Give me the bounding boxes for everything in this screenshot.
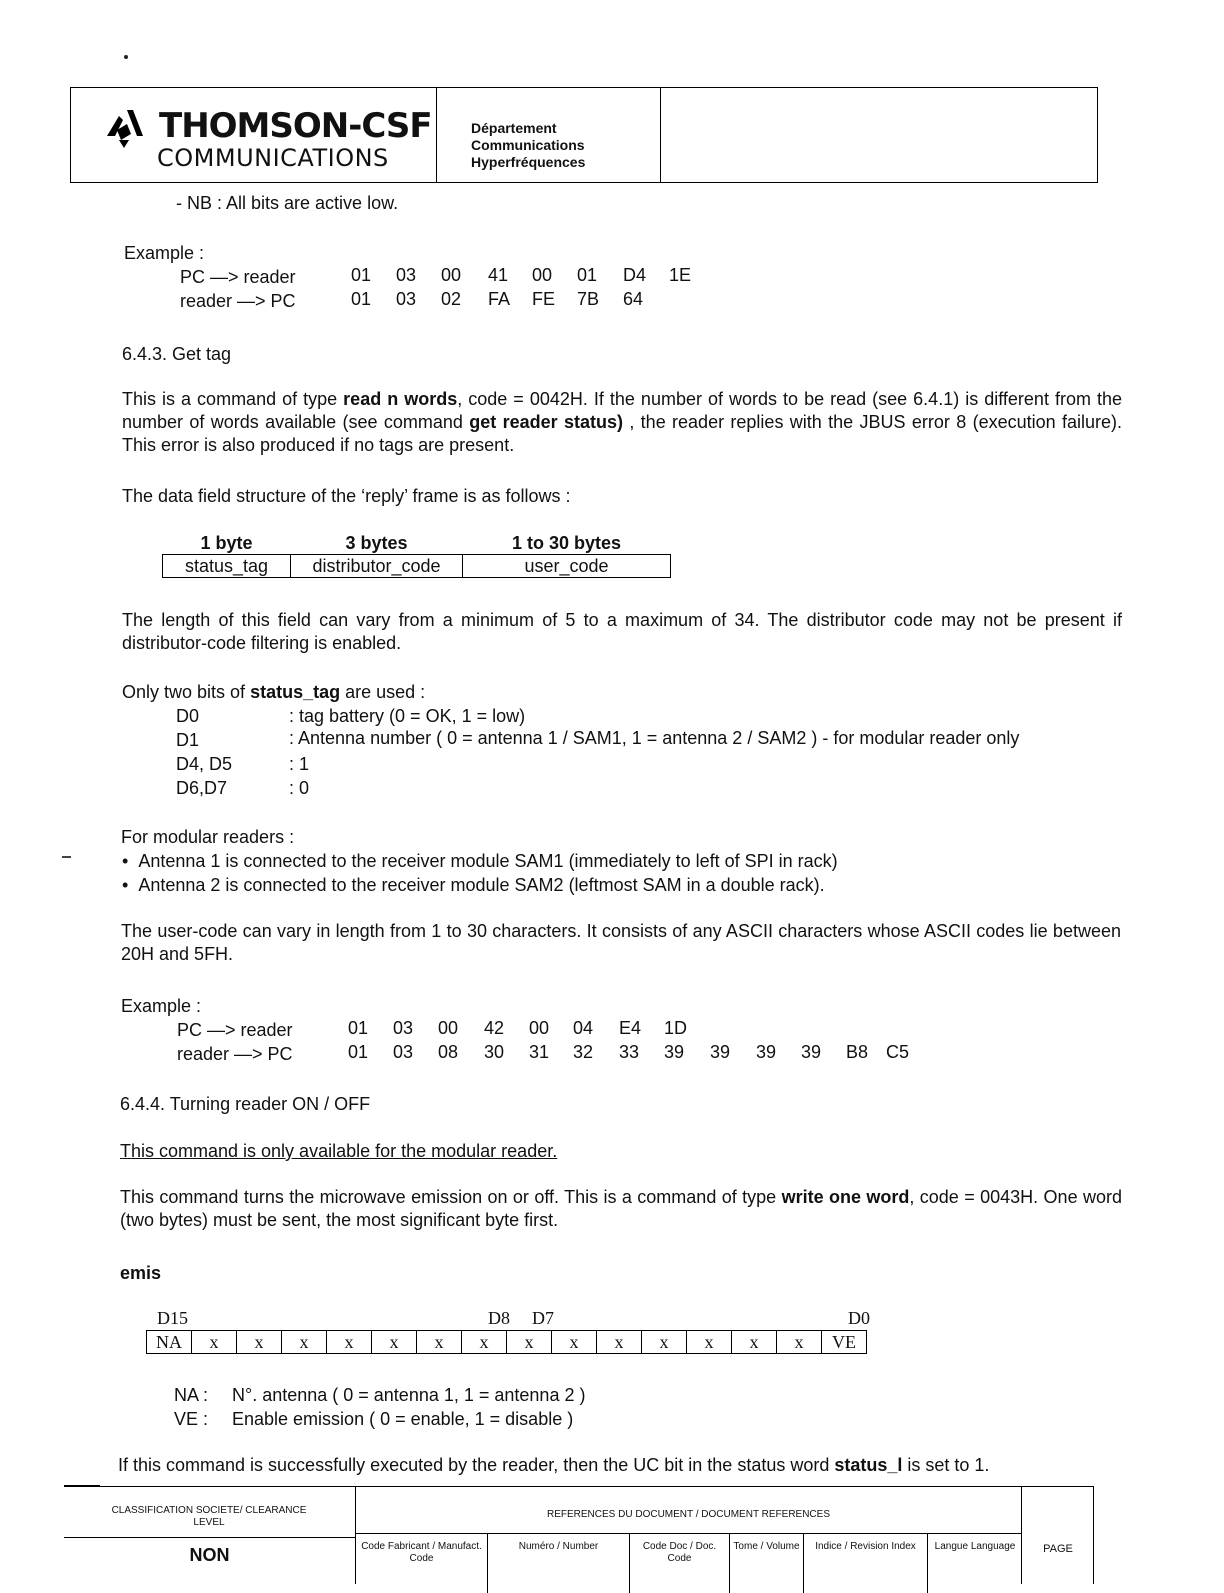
example-label: Example :: [124, 243, 205, 263]
example-direction: reader —> PC: [180, 291, 296, 311]
hex-byte: 42: [484, 1018, 505, 1038]
hex-byte: 01: [351, 265, 372, 285]
hex-byte: 39: [801, 1042, 822, 1062]
hex-byte: E4: [619, 1018, 642, 1038]
hex-byte: 39: [756, 1042, 777, 1062]
stray-dot: [124, 55, 128, 59]
hex-byte: C5: [886, 1042, 910, 1062]
bit-cell: x: [597, 1331, 642, 1354]
legend-description: Enable emission ( 0 = enable, 1 = disable ): [232, 1409, 574, 1429]
column-header: Code Fabricant / Manufact. Code: [356, 1533, 488, 1593]
hex-byte: 00: [532, 265, 553, 285]
hex-byte: 03: [396, 265, 417, 285]
example-direction: PC —> reader: [177, 1020, 293, 1040]
bit-description: : tag battery (0 = OK, 1 = low): [289, 706, 526, 726]
bit-cell: x: [282, 1331, 327, 1354]
modular-only-note: This command is only available for the modular reader.: [120, 1141, 558, 1161]
bullet-icon: •: [122, 875, 139, 895]
company-logo: [71, 88, 437, 182]
classification-value: NON: [189, 1545, 230, 1565]
bit-name: D4, D5: [176, 754, 233, 774]
hex-byte: 64: [623, 289, 644, 309]
bit-label-d8: D8: [488, 1308, 510, 1328]
hex-byte: 01: [577, 265, 598, 285]
document-footer: [64, 1486, 1094, 1584]
nb-note: - NB : All bits are active low.: [176, 193, 399, 213]
on-off-description: [120, 1186, 1122, 1232]
section-heading-6-4-3: 6.4.3. Get tag: [122, 344, 232, 364]
emis-bit-table: [146, 1330, 867, 1354]
bit-name: D1: [176, 730, 200, 750]
bit-cell: x: [237, 1331, 282, 1354]
column-header: Code Doc / Doc. Code: [630, 1533, 730, 1593]
bit-label-d15: D15: [157, 1308, 188, 1328]
hex-bytes-row: [348, 1017, 704, 1040]
section-heading-6-4-4: 6.4.4. Turning reader ON / OFF: [120, 1094, 371, 1114]
hex-byte: FA: [488, 289, 511, 309]
hex-byte: 1D: [664, 1018, 688, 1038]
margin-mark: [62, 856, 71, 858]
list-item: [122, 850, 838, 873]
command-type: read n words: [343, 389, 458, 409]
hex-bytes-row: [351, 264, 709, 287]
bit-description: : Antenna number ( 0 = antenna 1 / SAM1, 1 = antenna 2 / SAM2 ) - for modular reader only: [289, 728, 1020, 748]
hex-byte: 00: [529, 1018, 550, 1038]
bit-description: : 0: [289, 778, 310, 798]
company-division: COMMUNICATIONS: [157, 144, 389, 172]
list-item-text: Antenna 1 is connected to the receiver module SAM1 (immediately to left of SPI in rack): [138, 851, 838, 871]
bit-label-d7: D7: [532, 1308, 554, 1328]
bit-cell: NA: [147, 1331, 192, 1354]
hex-byte: 01: [348, 1042, 369, 1062]
example-direction: reader —> PC: [177, 1044, 293, 1064]
reply-frame-intro: The data field structure of the ‘reply’ frame is as follows :: [122, 486, 571, 506]
bit-name: D6,D7: [176, 778, 228, 798]
command-type: write one word: [781, 1187, 910, 1207]
department-line: Hyperfréquences: [471, 154, 586, 170]
text-run: This command turns the microwave emission on or off. This is a command of type: [120, 1187, 782, 1207]
hex-byte: D4: [623, 265, 647, 285]
hex-byte: 02: [441, 289, 462, 309]
bit-cell: VE: [822, 1331, 867, 1354]
field-length-note: The length of this field can vary from a minimum of 5 to a maximum of 34. The distributor code may not be present if distributor-code filtering is enabled.: [122, 610, 1122, 653]
text-run: , code = 0042H. If the number of words to be read (see 6.4.1) is different from the number of words available (see command: [122, 389, 1122, 432]
page-cell: [1022, 1487, 1094, 1584]
hex-byte: 39: [710, 1042, 731, 1062]
bullet-icon: •: [122, 851, 139, 871]
hex-byte: 7B: [577, 289, 600, 309]
text-run: , code = 0043H. One word (two bytes) must be sent, the most significant byte first.: [120, 1187, 1122, 1230]
hex-byte: 08: [438, 1042, 459, 1062]
hex-byte: 00: [441, 265, 462, 285]
status-tag-intro: [122, 681, 425, 704]
column-header: Tome / Volume: [730, 1533, 804, 1593]
text-run: are used :: [340, 682, 426, 702]
bit-cell: x: [552, 1331, 597, 1354]
bit-label-d0: D0: [848, 1308, 870, 1328]
references-label: REFERENCES DU DOCUMENT / DOCUMENT REFERENCES: [547, 1509, 830, 1520]
department-line: Département: [471, 120, 557, 136]
bit-cell: x: [192, 1331, 237, 1354]
legend-code: NA :: [174, 1385, 209, 1405]
user-code-note: The user-code can vary in length from 1 to 30 characters. It consists of any ASCII characters whose ASCII codes lie between 20H and 5FH.: [121, 921, 1121, 964]
field-name: status_tag: [163, 555, 291, 578]
hex-byte: FE: [532, 289, 556, 309]
bit-cell: x: [417, 1331, 462, 1354]
document-header: [70, 87, 1098, 183]
hex-byte: 03: [396, 289, 417, 309]
command-name: get reader status): [469, 412, 623, 432]
legend-description: N°. antenna ( 0 = antenna 1, 1 = antenna 2 ): [232, 1385, 586, 1405]
references-cell: [356, 1487, 1022, 1584]
hex-byte: 1E: [669, 265, 692, 285]
status-word-name: status_l: [834, 1455, 903, 1475]
hex-byte: B8: [846, 1042, 869, 1062]
thomson-logo-icon: [103, 106, 149, 148]
bit-cell: x: [462, 1331, 507, 1354]
reply-frame-table: [162, 532, 671, 578]
bit-cell: x: [372, 1331, 417, 1354]
field-size: 1 byte: [200, 532, 253, 553]
text-run: , the reader replies with the JBUS error 8 (execution failure). This error is also produced if no tags are present.: [122, 412, 1122, 455]
bit-cell: x: [327, 1331, 372, 1354]
hex-byte: 03: [393, 1042, 414, 1062]
word-name: emis: [120, 1263, 162, 1283]
legend-code: VE :: [174, 1409, 209, 1429]
text-run: This is a command of type: [122, 389, 344, 409]
field-size: 1 to 30 bytes: [511, 532, 622, 553]
hex-bytes-row: [351, 288, 669, 311]
department-cell: [437, 88, 661, 182]
text-run: Only two bits of: [122, 682, 251, 702]
page-label: PAGE: [1043, 1543, 1073, 1555]
hex-byte: 31: [529, 1042, 550, 1062]
hex-byte: 00: [438, 1018, 459, 1038]
field-name: status_tag: [250, 682, 341, 702]
bit-cell: x: [732, 1331, 777, 1354]
company-name: THOMSON-CSF: [159, 106, 432, 146]
hex-byte: 04: [573, 1018, 594, 1038]
department-line: Communications: [471, 137, 585, 153]
example-direction: PC —> reader: [180, 267, 296, 287]
bit-cell: x: [687, 1331, 732, 1354]
bit-cell: x: [507, 1331, 552, 1354]
text-run: is set to 1.: [902, 1455, 990, 1475]
list-item-text: Antenna 2 is connected to the receiver module SAM2 (leftmost SAM in a double rack).: [138, 875, 825, 895]
hex-byte: 41: [488, 265, 509, 285]
hex-byte: 01: [348, 1018, 369, 1038]
classification-label: CLASSIFICATION SOCIETE/ CLEARANCE LEVEL: [111, 1505, 307, 1528]
field-name: distributor_code: [291, 555, 463, 578]
hex-byte: 01: [351, 289, 372, 309]
hex-byte: 33: [619, 1042, 640, 1062]
modular-readers-intro: For modular readers :: [121, 827, 295, 847]
example-label: Example :: [121, 996, 202, 1016]
classification-cell: [64, 1487, 356, 1584]
column-header: Langue Language: [934, 1541, 1016, 1552]
hex-byte: 03: [393, 1018, 414, 1038]
list-item: [122, 874, 825, 897]
bit-name: D0: [176, 706, 200, 726]
hex-byte: 32: [573, 1042, 594, 1062]
hex-byte: 30: [484, 1042, 505, 1062]
get-tag-description: [122, 388, 1122, 457]
field-name: user_code: [463, 555, 671, 578]
column-header: Numéro / Number: [488, 1533, 630, 1593]
column-header: Indice / Revision Index: [804, 1533, 928, 1593]
field-size: 3 bytes: [345, 532, 408, 553]
bit-cell: x: [642, 1331, 687, 1354]
bit-description: : 1: [289, 754, 310, 774]
bit-cell: x: [777, 1331, 822, 1354]
hex-bytes-row: [348, 1041, 926, 1064]
text-run: If this command is successfully executed by the reader, then the UC bit in the status word: [118, 1455, 835, 1475]
success-note: [118, 1454, 989, 1477]
hex-byte: 39: [664, 1042, 685, 1062]
